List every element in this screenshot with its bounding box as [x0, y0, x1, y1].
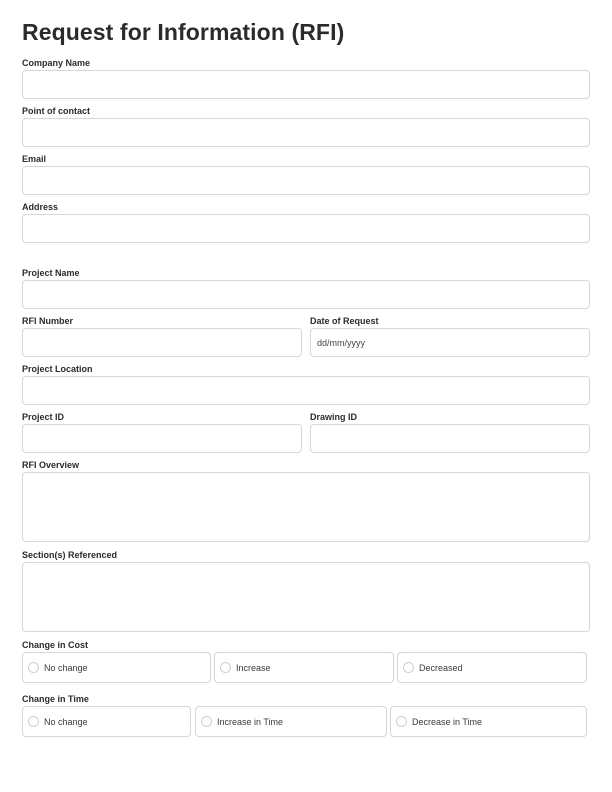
point-of-contact-field[interactable]: [22, 118, 590, 147]
page-title: Request for Information (RFI): [22, 19, 345, 45]
project-name-label: Project Name: [22, 268, 80, 278]
rfi-overview-label: RFI Overview: [22, 460, 80, 470]
point-of-contact-label: Point of contact: [22, 106, 90, 116]
address-label: Address: [22, 202, 59, 212]
project-location-field[interactable]: [22, 376, 590, 405]
company-name-field[interactable]: [22, 70, 590, 99]
time-option-no-change[interactable]: [22, 706, 191, 737]
time-option-label: Increase in Time: [217, 716, 284, 727]
time-option-increase-in-time[interactable]: [195, 706, 387, 737]
address-field[interactable]: [22, 214, 590, 243]
date-of-request-label: Date of Request: [310, 316, 379, 326]
sections-referenced-textarea[interactable]: [22, 562, 590, 632]
change-in-cost-label: Change in Cost: [22, 640, 89, 650]
drawing-id-label: Drawing ID: [310, 412, 358, 422]
project-location-label: Project Location: [22, 364, 93, 374]
radio-circle-icon[interactable]: [220, 662, 231, 673]
time-option-label: No change: [44, 716, 88, 727]
radio-circle-icon[interactable]: [28, 716, 39, 727]
email-label: Email: [22, 154, 47, 164]
radio-circle-icon[interactable]: [28, 662, 39, 673]
sections-referenced-label: Section(s) Referenced: [22, 550, 118, 560]
time-option-label: Decrease in Time: [412, 716, 483, 727]
rfi-overview-textarea[interactable]: [22, 472, 590, 542]
radio-circle-icon[interactable]: [201, 716, 212, 727]
time-option-decrease-in-time[interactable]: [390, 706, 587, 737]
project-name-field[interactable]: [22, 280, 590, 309]
cost-option-label: Increase: [236, 662, 271, 673]
radio-circle-icon[interactable]: [403, 662, 414, 673]
cost-option-label: Decreased: [419, 662, 463, 673]
cost-option-no-change[interactable]: [22, 652, 211, 683]
rfi-number-field[interactable]: [22, 328, 302, 357]
cost-option-increase[interactable]: [214, 652, 394, 683]
date-of-request-field[interactable]: [310, 328, 590, 357]
company-name-label: Company Name: [22, 58, 91, 68]
project-id-label: Project ID: [22, 412, 65, 422]
radio-circle-icon[interactable]: [396, 716, 407, 727]
cost-option-decreased[interactable]: [397, 652, 587, 683]
rfi-number-label: RFI Number: [22, 316, 74, 326]
project-id-field[interactable]: [22, 424, 302, 453]
email-field[interactable]: [22, 166, 590, 195]
change-in-time-label: Change in Time: [22, 694, 89, 704]
cost-option-label: No change: [44, 662, 88, 673]
drawing-id-field[interactable]: [310, 424, 590, 453]
